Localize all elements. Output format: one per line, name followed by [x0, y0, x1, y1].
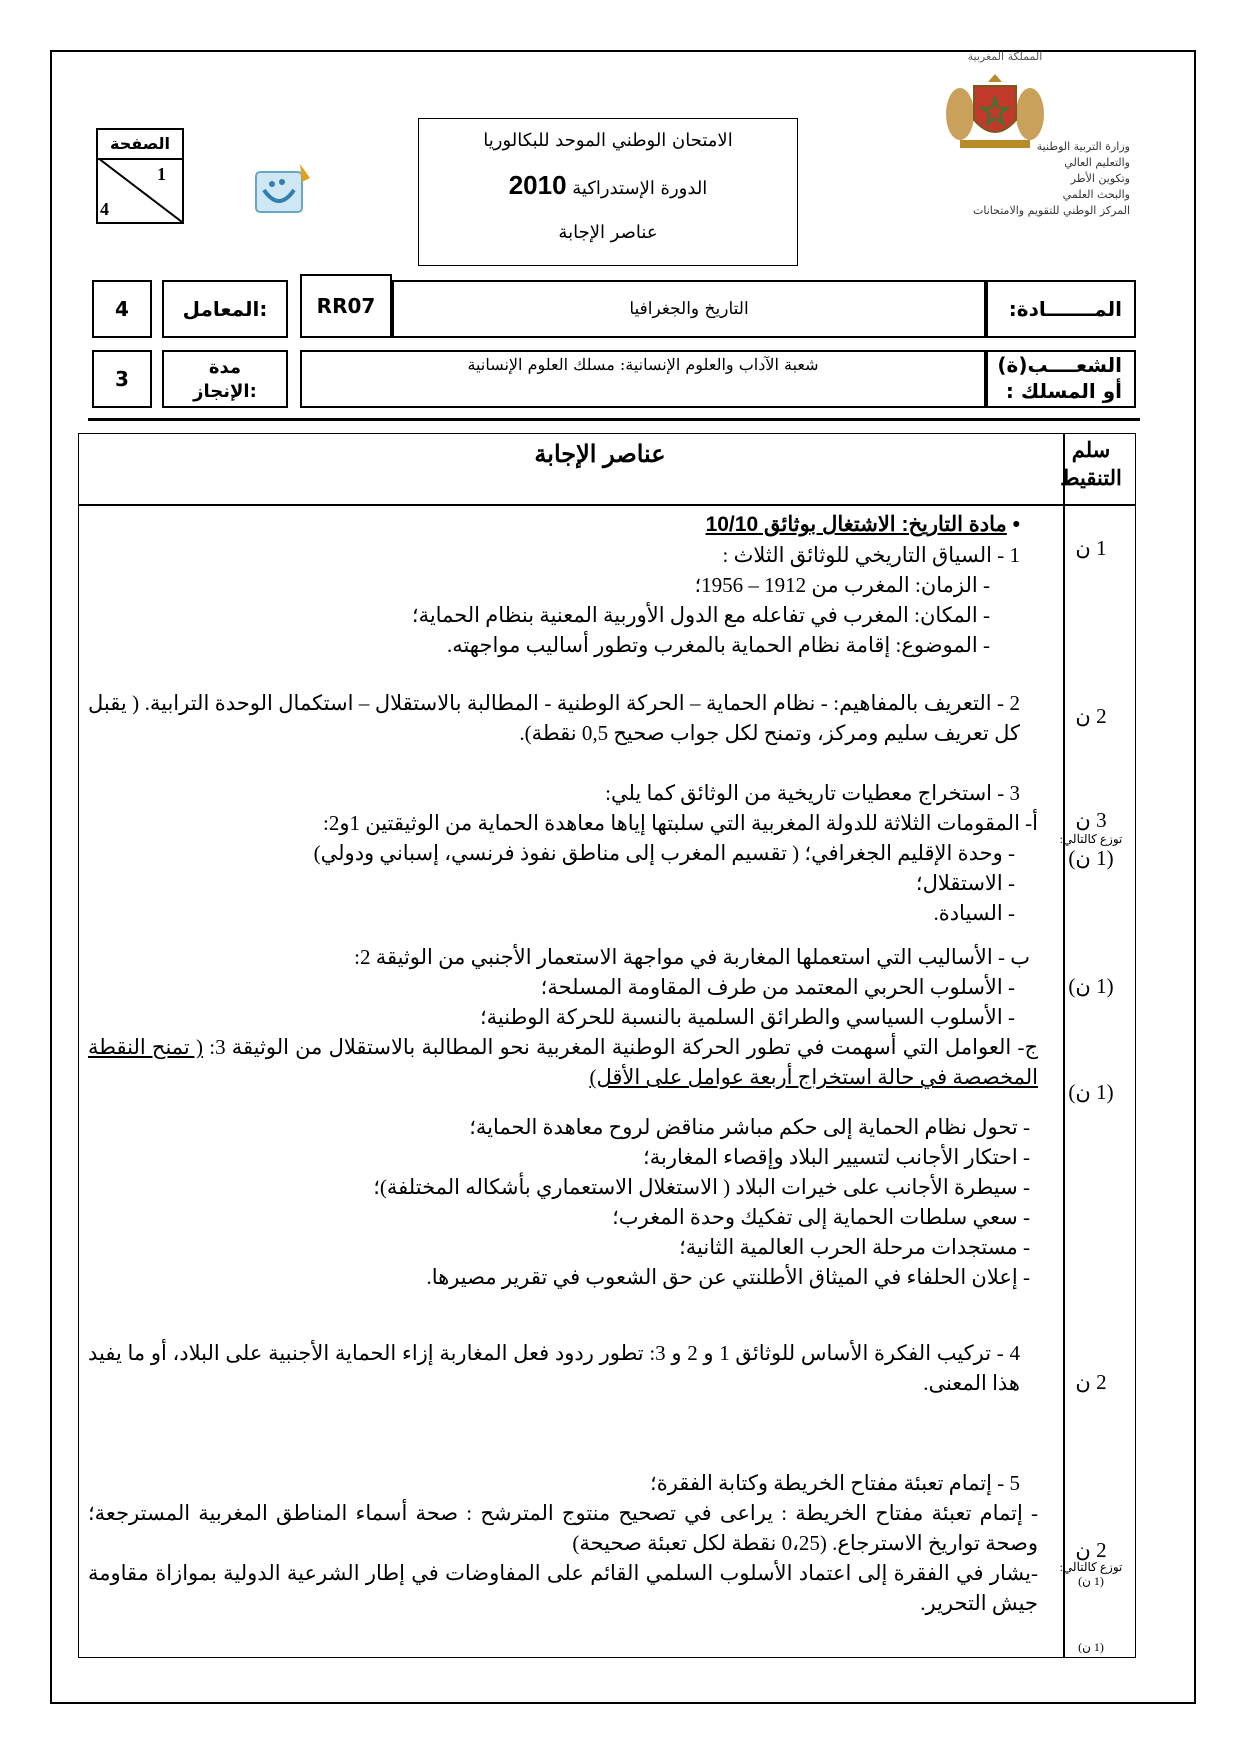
q2-text: 2 - التعريف بالمفاهيم: - نظام الحماية – الحركة الوطنية - المطالبة بالاستقلال – استكمال الوحدة الترابية. ( يقبل كل تعريف سليم ومركز، وتمنح لكل جواب صحيح 0,5 نقطة). [88, 691, 1020, 745]
exam-logo-icon [252, 160, 314, 222]
kingdom-name: المملكة المغربية [967, 50, 1043, 63]
ministry-line-1: وزارة التربية الوطنية [1036, 140, 1130, 153]
exam-title: الامتحان الوطني الموحد للبكالوريا [483, 130, 733, 151]
score-q5: 2 ن توزع كالتالي: (1 ن) [1056, 1540, 1126, 1588]
duration-value: 3 [92, 350, 152, 408]
ministry-block [880, 50, 1130, 219]
q3c-item: - مستجدات مرحلة الحرب العالمية الثانية؛ [679, 1235, 1030, 1259]
q3c-item: - سعي سلطات الحماية إلى تفكيك وحدة المغرب؛ [612, 1205, 1030, 1229]
session: الدورة الإستدراكية [572, 178, 708, 199]
score-q4: 2 ن [1075, 1370, 1107, 1394]
q1-item: - الموضوع: إقامة نظام الحماية بالمغرب وتطور أساليب مواجهته. [446, 633, 990, 657]
section-title-text: مادة التاريخ: الاشتغال بوثائق 10/10 [705, 513, 1007, 536]
q3c-item: - احتكار الأجانب لتسيير البلاد وإقصاء المغاربة؛ [643, 1145, 1030, 1169]
year: 2010 [508, 170, 567, 200]
ministry-line-2: والتعليم العالي [1064, 156, 1130, 169]
q3c-item: - تحول نظام الحماية إلى حكم مباشر مناقض لروح معاهدة الحماية؛ [469, 1115, 1030, 1139]
q3a-item: - السيادة. [933, 901, 1015, 925]
score-q3-note: توزع كالتالي: [1059, 832, 1123, 846]
page-total: 4 [100, 199, 109, 219]
diagonal-divider [98, 158, 182, 222]
q3b-item: - الأسلوب السياسي والطرائق السلمية بالنسبة للحركة الوطنية؛ [479, 1005, 1015, 1029]
score-q3a: (1 ن) [1068, 846, 1114, 870]
branch-label [986, 350, 1136, 408]
q5-title: 5 - إتمام تعبئة مفتاح الخريطة وكتابة الفقرة؛ [650, 1471, 1020, 1495]
duration-label-1: مدة [208, 357, 242, 378]
page-current: 1 [157, 164, 166, 184]
subject-name: التاريخ والجغرافيا [392, 280, 986, 338]
exam-title-box [418, 118, 798, 266]
score-q5-note: توزع كالتالي: [1059, 1560, 1123, 1574]
ministry-line-3: وتكوين الأطر [1070, 172, 1130, 185]
duration-label-2: الإنجاز: [193, 381, 257, 402]
page-label: الصفحة [98, 130, 182, 160]
branch-label-1: الشعــــب(ة) [997, 353, 1122, 377]
score-q2: 2 ن [1075, 704, 1107, 728]
ministry-line-5: المركز الوطني للتقويم والامتحانات [973, 204, 1130, 217]
score-q1: 1 ن [1075, 536, 1107, 560]
q5-b: -يشار في الفقرة إلى اعتماد الأسلوب السلمي القائم على المفاوضات في إطار الشرعية الدولية بموازاة مقاومة جيش التحرير. [88, 1561, 1038, 1615]
score-header-2: التنقيط [1060, 467, 1122, 490]
q3c-note: ( تمنح النقطة المخصصة في حالة استخراج أربعة عوامل على الأقل) [88, 1035, 1038, 1089]
q3-title: 3 - استخراج معطيات تاريخية من الوثائق كما يلي: [605, 781, 1020, 805]
page-number-box [96, 128, 184, 224]
duration-label [162, 350, 288, 408]
q1-item: - الزمان: المغرب من 1912 – 1956؛ [694, 573, 990, 597]
q3b-title: ب - الأساليب التي استعملها المغاربة في مواجهة الاستعمار الأجنبي من الوثيقة 2: [354, 945, 1030, 969]
coef-value: 4 [92, 280, 152, 338]
q3c-item: - إعلان الحلفاء في الميثاق الأطلنتي عن حق الشعوب في تقرير مصيرها. [426, 1265, 1030, 1289]
score-header-1: سلم [1071, 439, 1111, 462]
q3a-item: - الاستقلال؛ [915, 871, 1015, 895]
subject-label: المـــــــادة: [986, 280, 1136, 338]
branch-name: شعبة الآداب والعلوم الإنسانية: مسلك العلوم الإنسانية [300, 350, 986, 408]
q4-text: 4 - تركيب الفكرة الأساس للوثائق 1 و 2 و 3: تطور ردود فعل المغاربة إزاء الحماية الأجنبية على البلاد، أو ما يفيد هذا المعنى. [88, 1341, 1020, 1395]
q1-title: 1 - السياق التاريخي للوثائق الثلاث : [722, 543, 1020, 567]
header-separator [88, 418, 1140, 421]
answers-column-header: عناصر الإجابة [534, 441, 666, 468]
ministry-line-4: والبحث العلمي [1062, 188, 1130, 201]
q3b-item: - الأسلوب الحربي المعتمد من طرف المقاومة المسلحة؛ [540, 975, 1015, 999]
q3a-title: أ- المقومات الثلاثة للدولة المغربية التي سلبتها إياها معاهدة الحماية من الوثيقتين 1و2: [322, 811, 1038, 835]
doc-type: عناصر الإجابة [558, 222, 658, 243]
q3c-title: ج- العوامل التي أسهمت في تطور الحركة الوطنية المغربية نحو المطالبة بالاستقلال من الوثيقة 3: ( تمنح النقطة المخصصة في حالة استخراج أربعة عوامل على الأقل) [88, 1035, 1038, 1089]
q1-item: - المكان: المغرب في تفاعله مع الدول الأوربية المعنية بنظام الحماية؛ [411, 603, 990, 627]
score-q5b: (1 ن) [1078, 1640, 1104, 1654]
score-column-header [1056, 437, 1126, 493]
subject-code: RR07 [300, 274, 392, 338]
coef-label: المعامل: [162, 280, 288, 338]
score-q5a: (1 ن) [1078, 1574, 1104, 1588]
q3c-item: - سيطرة الأجانب على خيرات البلاد ( الاستغلال الاستعماري بأشكاله المختلفة)؛ [373, 1175, 1030, 1199]
score-q3b: (1 ن) [1068, 974, 1114, 998]
q3a-item: - وحدة الإقليم الجغرافي؛ ( تقسيم المغرب إلى مناطق نفوذ فرنسي، إسباني ودولي) [313, 841, 1015, 865]
coat-of-arms-icon [940, 68, 1050, 150]
branch-label-2: أو المسلك : [1005, 379, 1122, 403]
section-title: • مادة التاريخ: الاشتغال بوثائق 10/10 [705, 513, 1020, 536]
score-q3c: (1 ن) [1068, 1080, 1114, 1104]
q5-a: - إتمام تعبئة مفتاح الخريطة : يراعى في تصحيح منتوج المترشح : صحة أسماء المناطق المغربية المسترجعة؛ وصحة تواريخ الاسترجاع. (0،25 نقطة لكل تعبئة صحيحة) [88, 1501, 1038, 1555]
score-q3: 3 ن توزع كالتالي: (1 ن) [1056, 808, 1126, 870]
session-line [419, 163, 797, 211]
